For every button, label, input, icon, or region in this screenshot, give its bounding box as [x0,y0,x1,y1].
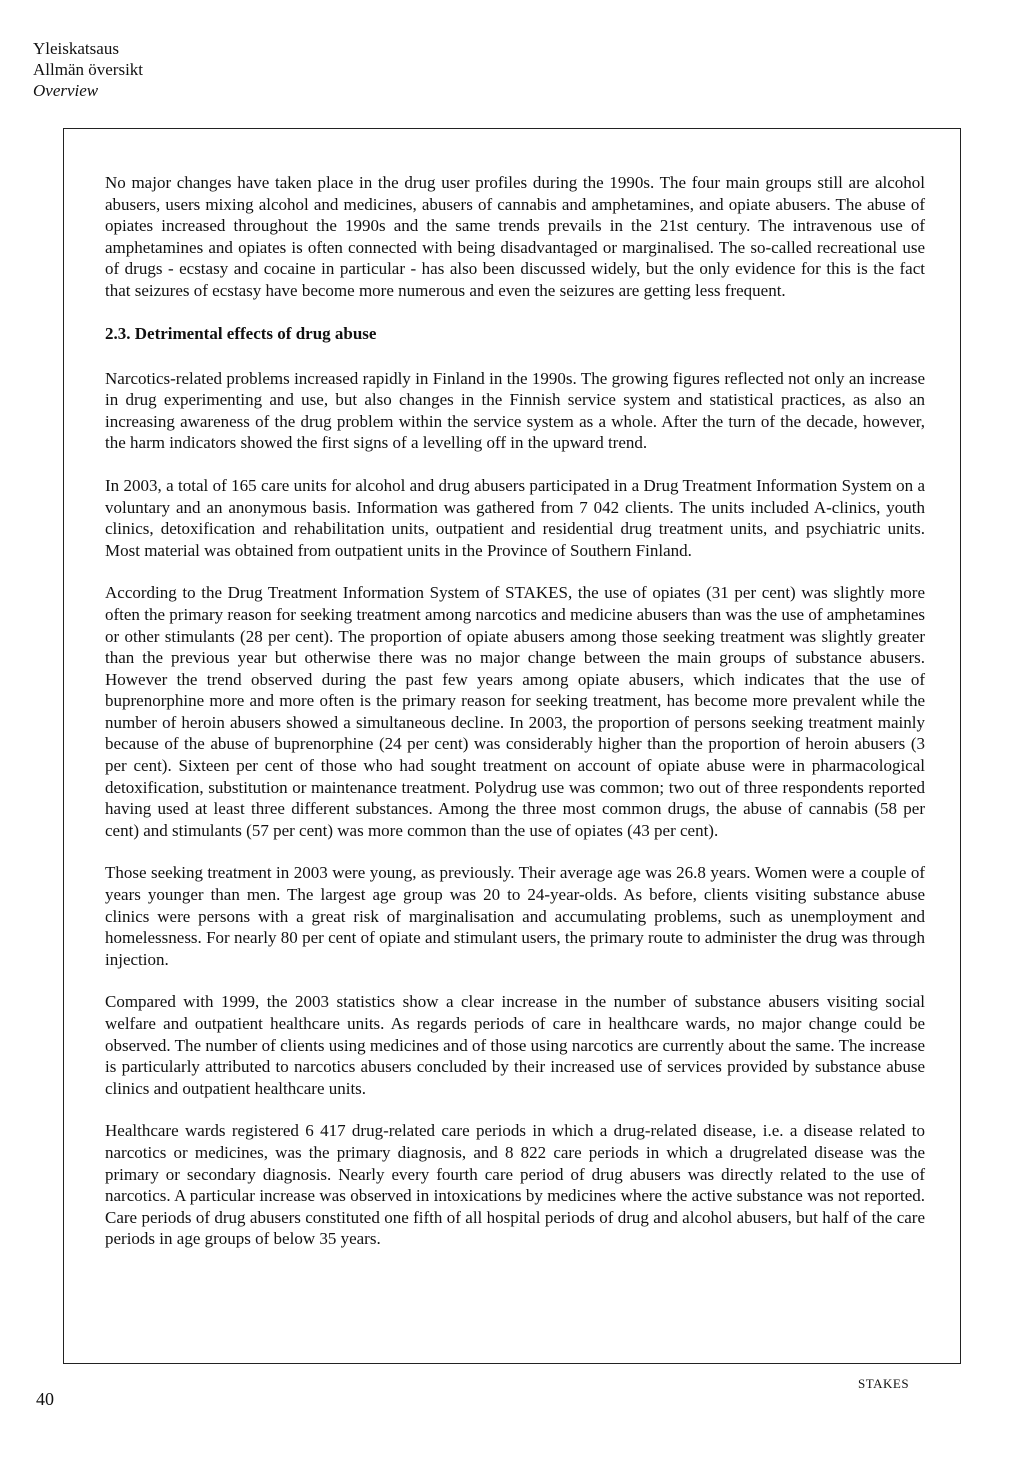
paragraph: Healthcare wards registered 6 417 drug-related care periods in which a drug-related disease, i.e. a disease related to narcotics or medicines, was the primary diagnosis, and 8 822 care periods in which a drugrelated disease was the primary or secondary diagnosis. Nearly every fourth care period of drug abusers was directly related to the use of narcotics. A particular increase was observed in intoxications by medicines where the active substance was not reported. Care periods of drug abusers constituted one fifth of all hospital periods of drug and alcohol abusers, but half of the care periods in age groups of below 35 years. [105,1121,925,1249]
paragraph: Compared with 1999, the 2003 statistics show a clear increase in the number of substance abusers visiting social welfare and outpatient healthcare units. As regards periods of care in healthcare wards, no major change could be observed. The number of clients using medicines and of those using narcotics are currently about the same. The increase is particularly attributed to narcotics abusers concluded by their increased use of services provided by substance abuse clinics and outpatient healthcare units. [105,992,925,1098]
page-number: 40 [36,1389,54,1409]
header-finnish: Yleiskatsaus [33,39,119,58]
running-header [33,38,143,101]
paragraph: In 2003, a total of 165 care units for alcohol and drug abusers participated in a Drug Treatment Information System on a voluntary and an anonymous basis. Information was gathered from 7 042 clients. The units included A-clinics, youth clinics, detoxification and rehabilitation units, outpatient and residential drug treatment units, and psychiatric units. Most material was obtained from outpatient units in the Province of Southern Finland. [105,475,925,560]
footer-organization: STAKES [858,1376,910,1391]
paragraph: According to the Drug Treatment Information System of STAKES, the use of opiates (31 per cent) was slightly more often the primary reason for seeking treatment among narcotics and medicine abusers than was the use of amphetamines or other stimulants (28 per cent). The proportion of opiate abusers among those seeking treatment was slightly greater than the previous year but otherwise there was no major change between the main groups of substance abusers. However the trend observed during the past few years among opiate abusers, which indicates that the use of buprenorphine more and more often is the primary reason for seeking treatment, has become more prevalent while the number of heroin abusers showed a simultaneous decline. In 2003, the proportion of persons seeking treatment mainly because of the abuse of buprenorphine (24 per cent) was considerably higher than the proportion of heroin abusers (3 per cent). Sixteen per cent of those who had sought treatment on account of opiate abuse were in pharmacological detoxification, substitution or maintenance treatment. Polydrug use was common; two out of three respondents reported having used at least three different substances. Among the three most common drugs, the abuse of cannabis (58 per cent) and stimulants (57 per cent) was more common than the use of opiates (43 per cent). [105,583,925,840]
intro-paragraph: No major changes have taken place in the drug user profiles during the 1990s. The four main groups still are alcohol abusers, users mixing alcohol and medicines, abusers of cannabis and amphetamines, and opiate abusers. The abuse of opiates increased throughout the 1990s and the same trends prevails in the 21st century. The intravenous use of amphetamines and opiates is often connected with being disadvantaged or marginalised. The so-called recreational use of drugs - ecstasy and cocaine in particular - has also been discussed widely, but the only evidence for this is the fact that seizures of ecstasy have become more numerous and even the seizures are getting less frequent. [105,173,925,300]
header-english: Overview [33,81,99,100]
paragraph: Narcotics-related problems increased rapidly in Finland in the 1990s. The growing figures reflected not only an increase in drug experimenting and use, but also changes in the Finnish service system and statistical practices, as also an increasing awareness of the drug problem within the service system as a whole. After the turn of the decade, however, the harm indicators showed the first signs of a levelling off in the upward trend. [105,368,925,453]
paragraph: Those seeking treatment in 2003 were young, as previously. Their average age was 26.8 years. Women were a couple of years younger than men. The largest age group was 20 to 24-year-olds. As before, clients visiting substance abuse clinics were persons with a great risk of marginalisation and accumulating problems, such as unemployment and homelessness. For nearly 80 per cent of opiate and stimulant users, the primary route to administer the drug was through injection. [105,863,925,969]
header-swedish: Allmän översikt [33,60,144,79]
page-body [105,172,925,1271]
section-heading: 2.3. Detrimental effects of drug abuse [105,323,377,343]
